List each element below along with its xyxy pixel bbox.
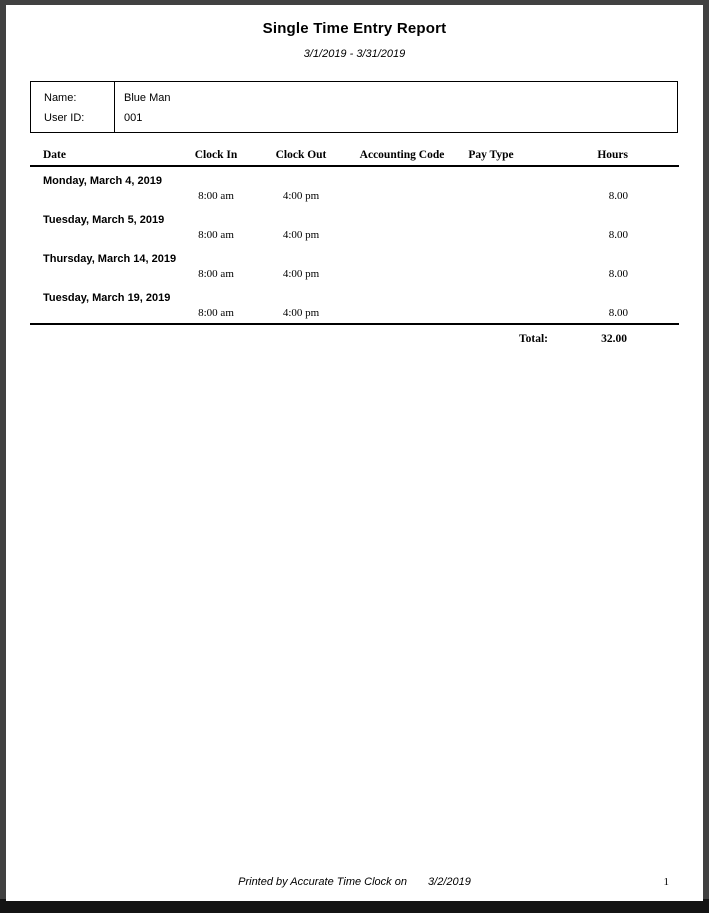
group-date-label: Tuesday, March 5, 2019 xyxy=(43,214,165,226)
accounting-code-cell xyxy=(350,305,454,324)
time-entry-row xyxy=(30,266,679,284)
date-cell xyxy=(30,227,180,245)
report-page xyxy=(6,5,703,901)
clock-in-cell: 8:00 am xyxy=(198,307,234,319)
accounting-code-cell xyxy=(350,188,454,206)
column-header-clock-in: Clock In xyxy=(194,149,238,161)
employee-info-box xyxy=(30,81,678,133)
clock-out-cell: 4:00 pm xyxy=(282,229,320,241)
group-date-label: Monday, March 4, 2019 xyxy=(43,175,163,187)
employee-info-labels xyxy=(31,82,114,132)
report-date-range: 3/1/2019 - 3/31/2019 xyxy=(303,48,406,60)
date-cell xyxy=(30,188,180,206)
time-entry-table xyxy=(30,143,679,325)
hours-cell: 8.00 xyxy=(608,307,628,319)
clock-out-cell: 4:00 pm xyxy=(282,190,320,202)
printed-date: 3/2/2019 xyxy=(428,876,471,888)
hours-cell: 8.00 xyxy=(608,229,628,241)
printed-by-text: Printed by Accurate Time Clock on xyxy=(238,876,407,888)
group-date-label: Tuesday, March 19, 2019 xyxy=(43,292,171,304)
column-header-accounting-code: Accounting Code xyxy=(359,149,445,161)
employee-user-id-value: 001 xyxy=(124,112,143,124)
column-header-clock-out: Clock Out xyxy=(275,149,327,161)
employee-name-value: Blue Man xyxy=(124,92,171,104)
report-title: Single Time Entry Report xyxy=(262,20,447,37)
hours-cell: 8.00 xyxy=(608,268,628,280)
user-id-label: User ID: xyxy=(44,112,85,124)
pay-type-cell xyxy=(454,305,528,324)
date-group-row xyxy=(30,245,679,266)
pay-type-cell xyxy=(454,227,528,245)
clock-out-cell: 4:00 pm xyxy=(282,268,320,280)
table-header-row xyxy=(30,143,679,166)
time-entry-row xyxy=(30,305,679,324)
total-hours-value: 32.00 xyxy=(601,333,627,345)
time-entry-row xyxy=(30,188,679,206)
column-header-hours: Hours xyxy=(597,149,628,161)
name-label: Name: xyxy=(44,92,77,104)
column-header-pay-type: Pay Type xyxy=(468,149,514,161)
pay-type-cell xyxy=(454,188,528,206)
date-group-row xyxy=(30,284,679,305)
pay-type-cell xyxy=(454,266,528,284)
time-entry-row xyxy=(30,227,679,245)
group-date-label: Thursday, March 14, 2019 xyxy=(43,253,177,265)
page-number: 1 xyxy=(663,876,669,888)
clock-in-cell: 8:00 am xyxy=(198,229,234,241)
date-cell xyxy=(30,305,180,324)
column-header-date: Date xyxy=(43,149,66,161)
date-group-row xyxy=(30,206,679,227)
accounting-code-cell xyxy=(350,227,454,245)
total-label: Total: xyxy=(519,333,548,345)
hours-cell: 8.00 xyxy=(608,190,628,202)
accounting-code-cell xyxy=(350,266,454,284)
employee-info-values xyxy=(114,82,677,132)
date-cell xyxy=(30,266,180,284)
clock-in-cell: 8:00 am xyxy=(198,268,234,280)
date-group-row xyxy=(30,166,679,188)
clock-in-cell: 8:00 am xyxy=(198,190,234,202)
total-row xyxy=(30,333,678,345)
clock-out-cell: 4:00 pm xyxy=(282,307,320,319)
report-footer xyxy=(6,876,703,888)
